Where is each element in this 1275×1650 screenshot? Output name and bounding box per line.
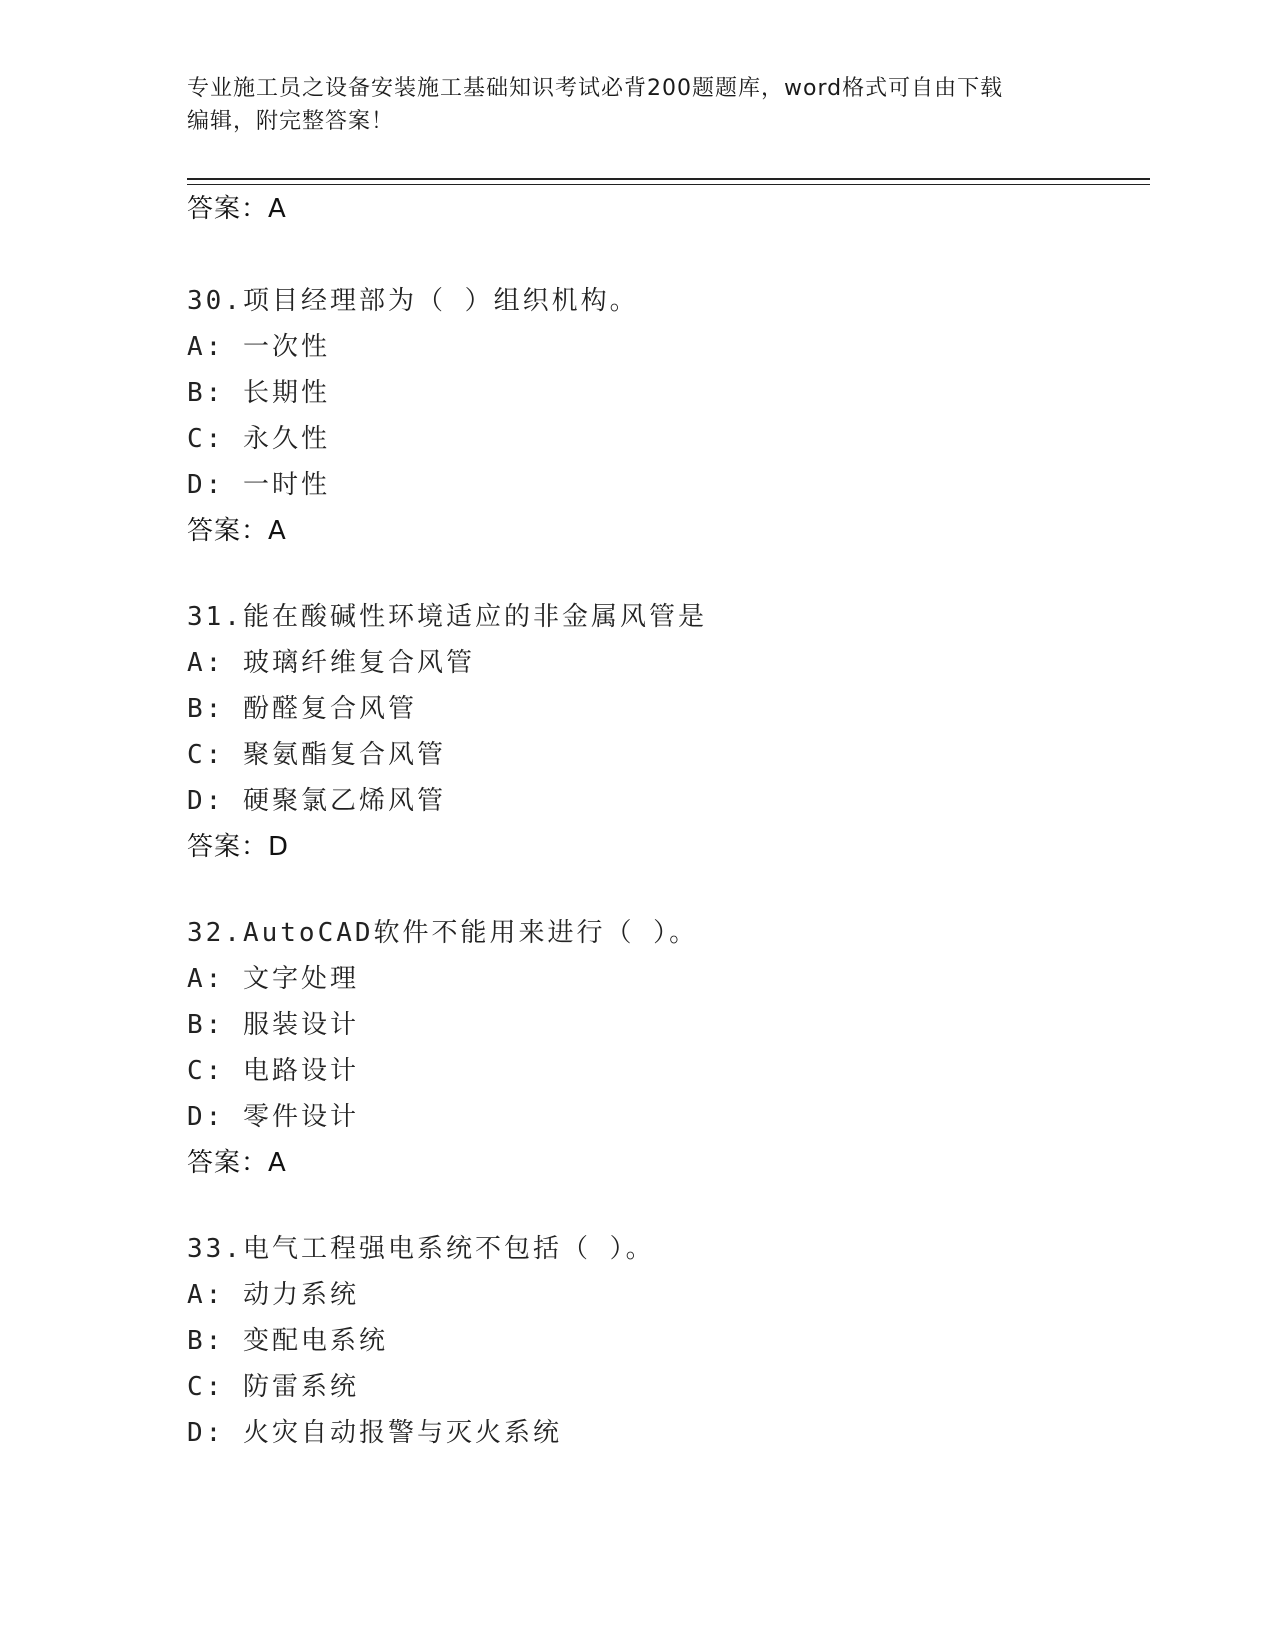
option-c: C: 聚氨酯复合风管 (187, 740, 446, 770)
option-d: D: 一时性 (187, 470, 330, 500)
option-d: D: 火灾自动报警与灭火系统 (187, 1418, 562, 1448)
question-33 (187, 1226, 655, 1456)
option-a: A: 玻璃纤维复合风管 (187, 648, 475, 678)
option-c: C: 电路设计 (187, 1056, 359, 1086)
question-31 (187, 594, 707, 870)
answer-label: 答案：A (187, 194, 287, 224)
answer-label: 答案：A (187, 516, 287, 546)
question-title: 32.AutoCAD软件不能用来进行（ ）。 (187, 918, 699, 948)
option-a: A: 一次性 (187, 332, 330, 362)
option-b: B: 变配电系统 (187, 1326, 388, 1356)
answer-label: 答案：D (187, 832, 290, 862)
option-d: D: 硬聚氯乙烯风管 (187, 786, 446, 816)
question-title: 30.项目经理部为（ ）组织机构。 (187, 286, 639, 316)
question-title: 31.能在酸碱性环境适应的非金属风管是 (187, 602, 707, 632)
header-title-line-1: 专业施工员之设备安装施工基础知识考试必背200题题库，word格式可自由下载 (187, 76, 1004, 101)
option-b: B: 酚醛复合风管 (187, 694, 417, 724)
question-32 (187, 910, 698, 1186)
option-c: C: 永久性 (187, 424, 330, 454)
option-a: A: 文字处理 (187, 964, 359, 994)
question-30 (187, 278, 639, 554)
previous-answer-block (187, 186, 287, 232)
option-b: B: 长期性 (187, 378, 330, 408)
answer-label: 答案：A (187, 1148, 287, 1178)
option-a: A: 动力系统 (187, 1280, 359, 1310)
question-title: 33.电气工程强电系统不包括（ ）。 (187, 1234, 655, 1264)
option-b: B: 服装设计 (187, 1010, 359, 1040)
header-divider-thick (187, 178, 1150, 180)
option-d: D: 零件设计 (187, 1102, 359, 1132)
header-title-line-2: 编辑，附完整答案！ (187, 109, 395, 134)
option-c: C: 防雷系统 (187, 1372, 359, 1402)
header-divider-thin (187, 184, 1150, 185)
document-header (187, 72, 1067, 138)
